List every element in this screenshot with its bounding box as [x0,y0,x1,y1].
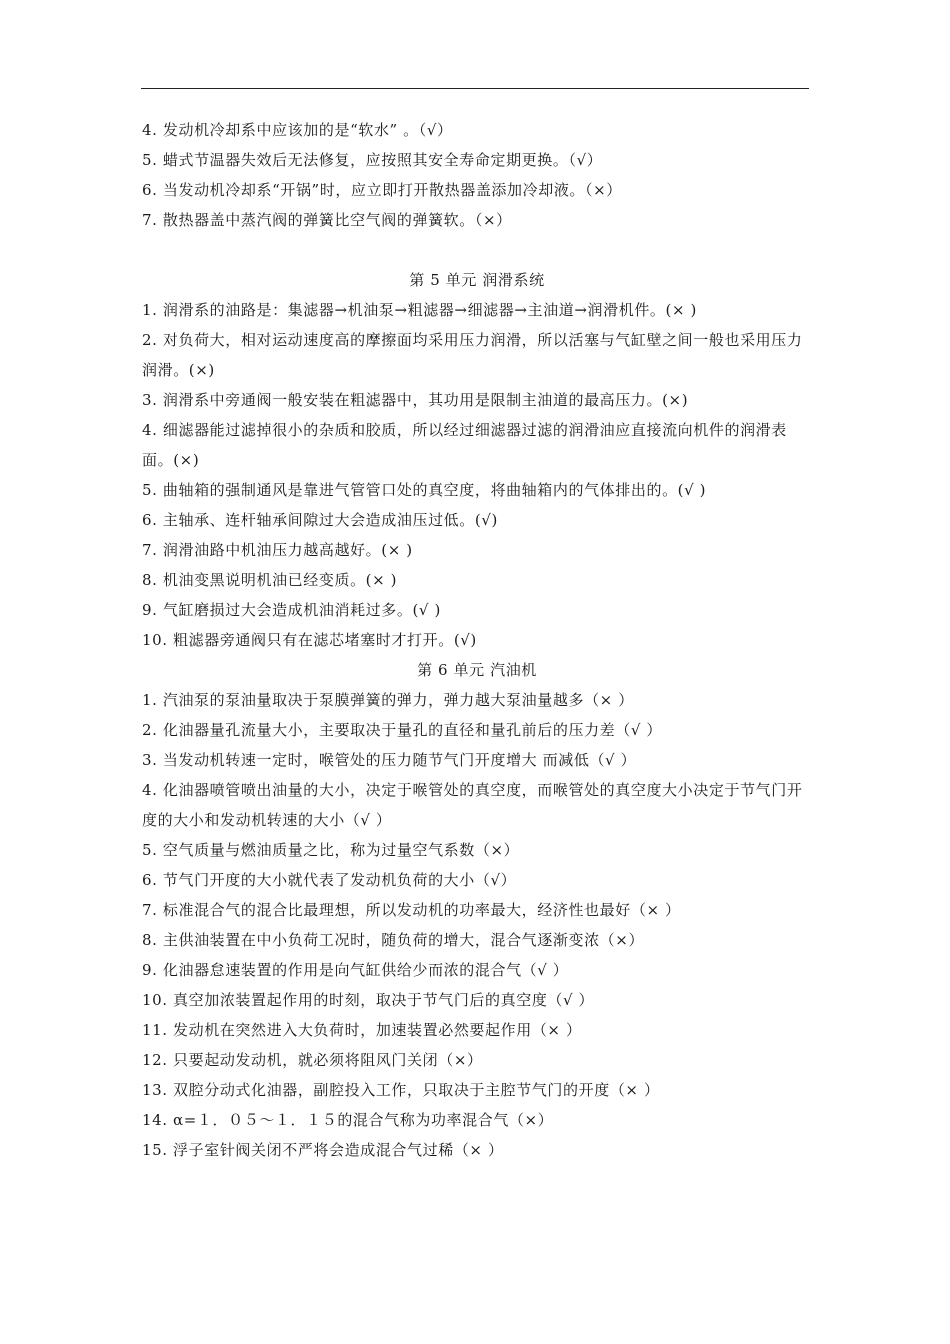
list-item: 13. 双腔分动式化油器，副腔投入工作，只取决于主腔节气门的开度（× ） [142,1081,660,1099]
list-item: 5. 曲轴箱的强制通风是靠进气管管口处的真空度，将曲轴箱内的气体排出的。(√ ) [142,481,707,499]
list-item: 9. 化油器怠速装置的作用是向气缸供给少而浓的混合气（√ ） [142,961,569,979]
page-content [142,115,812,1165]
list-item: 2. 对负荷大，相对运动速度高的摩擦面均采用压力润滑，所以活塞与气缸壁之间一般也采用压力润滑。(×) [142,331,803,379]
unit6-section [142,655,812,1165]
list-item: 4. 细滤器能过滤掉很小的杂质和胶质，所以经过细滤器过滤的润滑油应直接流向机件的润滑表面。(×) [142,421,787,469]
section-spacer [142,235,812,265]
list-item: 5. 空气质量与燃油质量之比，称为过量空气系数（×） [142,841,520,859]
list-item: 8. 机油变黑说明机油已经变质。(× ) [142,571,398,589]
list-item: 15. 浮子室针阀关闭不严将会造成混合气过稀（× ） [142,1141,504,1159]
list-item: 9. 气缸磨损过大会造成机油消耗过多。(√ ) [142,601,441,619]
list-item: 5. 蜡式节温器失效后无法修复，应按照其安全寿命定期更换。（√） [142,151,603,169]
list-item: 6. 主轴承、连杆轴承间隙过大会造成油压过低。(√) [142,511,498,529]
cooling-items-list [142,115,812,235]
list-item: 3. 润滑系中旁通阀一般安装在粗滤器中，其功用是限制主油道的最高压力。(×) [142,391,689,409]
list-item: 10. 粗滤器旁通阀只有在滤芯堵塞时才打开。(√) [142,631,477,649]
list-item: 7. 散热器盖中蒸汽阀的弹簧比空气阀的弹簧软。（×） [142,211,512,229]
list-item: 12. 只要起动发动机，就必须将阻风门关闭（×） [142,1051,483,1069]
list-item: 7. 标准混合气的混合比最理想，所以发动机的功率最大，经济性也最好（× ） [142,901,681,919]
list-item: 4. 化油器喷管喷出油量的大小，决定于喉管处的真空度，而喉管处的真空度大小决定于节气门开度的大小和发动机转速的大小（√ ） [142,781,803,829]
list-item: 6. 节气门开度的大小就代表了发动机负荷的大小（√） [142,871,517,889]
list-item: 14. α=１．０５～１．１５的混合气称为功率混合气（×） [142,1111,554,1129]
list-item: 6. 当发动机冷却系“开锅”时，应立即打开散热器盖添加冷却液。（×） [142,181,622,199]
list-item: 10. 真空加浓装置起作用的时刻，取决于节气门后的真空度（√ ） [142,991,595,1009]
list-item: 8. 主供油装置在中小负荷工况时，随负荷的增大，混合气逐渐变浓（×） [142,931,645,949]
header-rule [141,88,809,89]
list-item: 1. 润滑系的油路是：集滤器→机油泵→粗滤器→细滤器→主油道→润滑机件。(× ) [142,301,697,319]
list-item: 2. 化油器量孔流量大小，主要取决于量孔的直径和量孔前后的压力差（√ ） [142,721,663,739]
unit6-heading: 第 6 单元 汽油机 [417,661,537,679]
list-item: 7. 润滑油路中机油压力越高越好。(× ) [142,541,413,559]
list-item: 4. 发动机冷却系中应该加的是“软水” 。（√） [142,121,453,139]
unit5-heading: 第 5 单元 润滑系统 [409,271,545,289]
unit5-section [142,265,812,655]
list-item: 1. 汽油泵的泵油量取决于泵膜弹簧的弹力，弹力越大泵油量越多（× ） [142,691,634,709]
list-item: 3. 当发动机转速一定时，喉管处的压力随节气门开度增大 而减低（√ ） [142,751,637,769]
list-item: 11. 发动机在突然进入大负荷时，加速装置必然要起作用（× ） [142,1021,582,1039]
